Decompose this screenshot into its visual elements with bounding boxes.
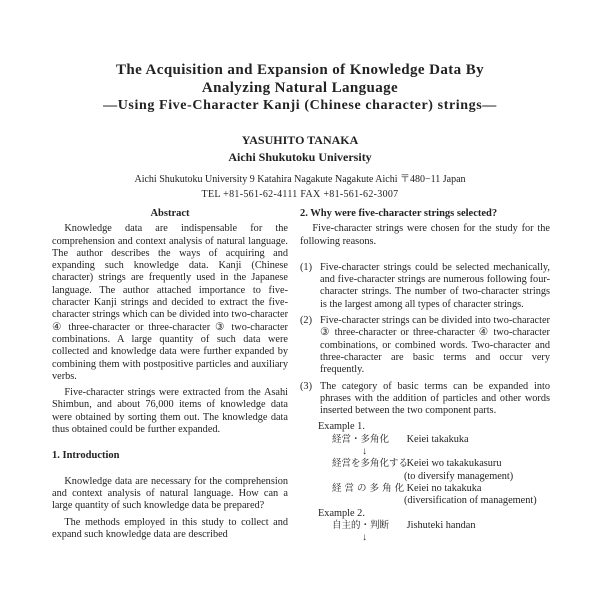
reason-item	[300, 315, 550, 376]
example-1-row-2-gloss: (to diversify management)	[404, 470, 514, 482]
example-1-row-3-gloss: (diversification of management)	[404, 495, 537, 507]
reason-number: (2)	[300, 315, 313, 327]
abstract-heading: Abstract	[150, 208, 190, 219]
reason-text: The category of basic terms can be expanded into phrases with the addition of particles and other words inserted between the two component parts.	[320, 380, 550, 417]
author-affiliation: Aichi Shukutoku University	[228, 150, 372, 164]
reason-number: (1)	[300, 261, 313, 273]
example-2-arrow: ↓	[362, 532, 368, 544]
introduction-paragraph-2: The methods employed in this study to collect and expand such knowledge data are described	[52, 516, 288, 540]
reason-item	[300, 262, 550, 311]
example-1-row-3-romaji: Keiei no takakuka	[406, 482, 482, 494]
example-2-label: Example 2.	[318, 507, 365, 519]
example-1-row-3-kanji: 経 営 の 多 角 化	[332, 482, 405, 494]
example-1-row-1	[300, 434, 550, 446]
title-line-2: Analyzing Natural Language	[201, 80, 399, 96]
author-name: YASUHITO TANAKA	[241, 133, 359, 147]
introduction-paragraph-1: Knowledge data are necessary for the comprehension and context analysis of natural language. How can a large quantity of such knowledge data be prepared?	[52, 475, 288, 512]
example-1-row-2-romaji: Keiei wo takakukasuru	[406, 458, 502, 470]
section-2-heading: 2. Why were five-character strings selected?	[300, 208, 498, 219]
title-line-3: —Using Five-Character Kanji (Chinese character) strings—	[103, 98, 497, 113]
example-2-row-1-romaji: Jishuteki handan	[406, 519, 476, 531]
example-1-label: Example 1.	[318, 421, 365, 433]
title-line-1: The Acquisition and Expansion of Knowledge Data By	[116, 62, 484, 78]
introduction-heading: 1. Introduction	[52, 450, 120, 462]
reasons-list	[300, 262, 550, 418]
abstract-paragraph-1: Knowledge data are indispensable for the comprehension and context analysis of natural language. The author describes the ways of acquiring and expanding such knowledge data. Kanji (Chinese character) strings are frequently used in the Japanese language. The author attached importance to five-character Kanji strings and decided to extract the five-character strings which can be divided into two-character ④ three-character or three-character ③ two-character combinations. A large quantity of such data were collected and knowledge data were further expanded by combining them with postpositive particles and auxiliary verbs.	[52, 223, 288, 382]
reason-item	[300, 381, 550, 418]
author-contact: TEL +81-561-62-4111 FAX +81-561-62-3007	[201, 189, 399, 200]
example-1-arrow: ↓	[362, 446, 368, 458]
reason-text: Five-character strings can be divided into two-character ③ three-character or three-character ④ two-character combinations, or combined words. Two-character and three-character are basic terms and occur very frequently.	[320, 315, 550, 376]
left-column	[52, 208, 288, 545]
example-1-row-1-kanji: 経営・多角化	[332, 433, 390, 445]
example-1-row-2	[300, 458, 550, 470]
reason-number: (3)	[300, 380, 313, 392]
right-column	[300, 208, 550, 544]
example-1-row-1-romaji: Keiei takakuka	[406, 433, 469, 445]
example-2-row-1-kanji: 自主的・判断	[332, 519, 390, 531]
section-2-intro: Five-character strings were chosen for the study for the following reasons.	[300, 223, 550, 247]
example-1-row-2-kanji: 経営を多角化する	[332, 458, 409, 470]
reason-text: Five-character strings could be selected mechanically, and five-character strings are numerous following four-character strings. The number of two-character strings is the largest among all types of character strings.	[320, 261, 550, 310]
example-1-row-3	[300, 483, 550, 495]
abstract-paragraph-2: Five-character strings were extracted from the Asahi Shimbun, and about 76,000 items of knowledge data were obtained by sorting them out. The knowledge data thus obtained could be further expanded.	[52, 387, 288, 436]
example-2-row-1	[300, 520, 550, 532]
author-address: Aichi Shukutoku University 9 Katahira Nagakute Nagakute Aichi 〒480−11 Japan	[134, 174, 466, 185]
